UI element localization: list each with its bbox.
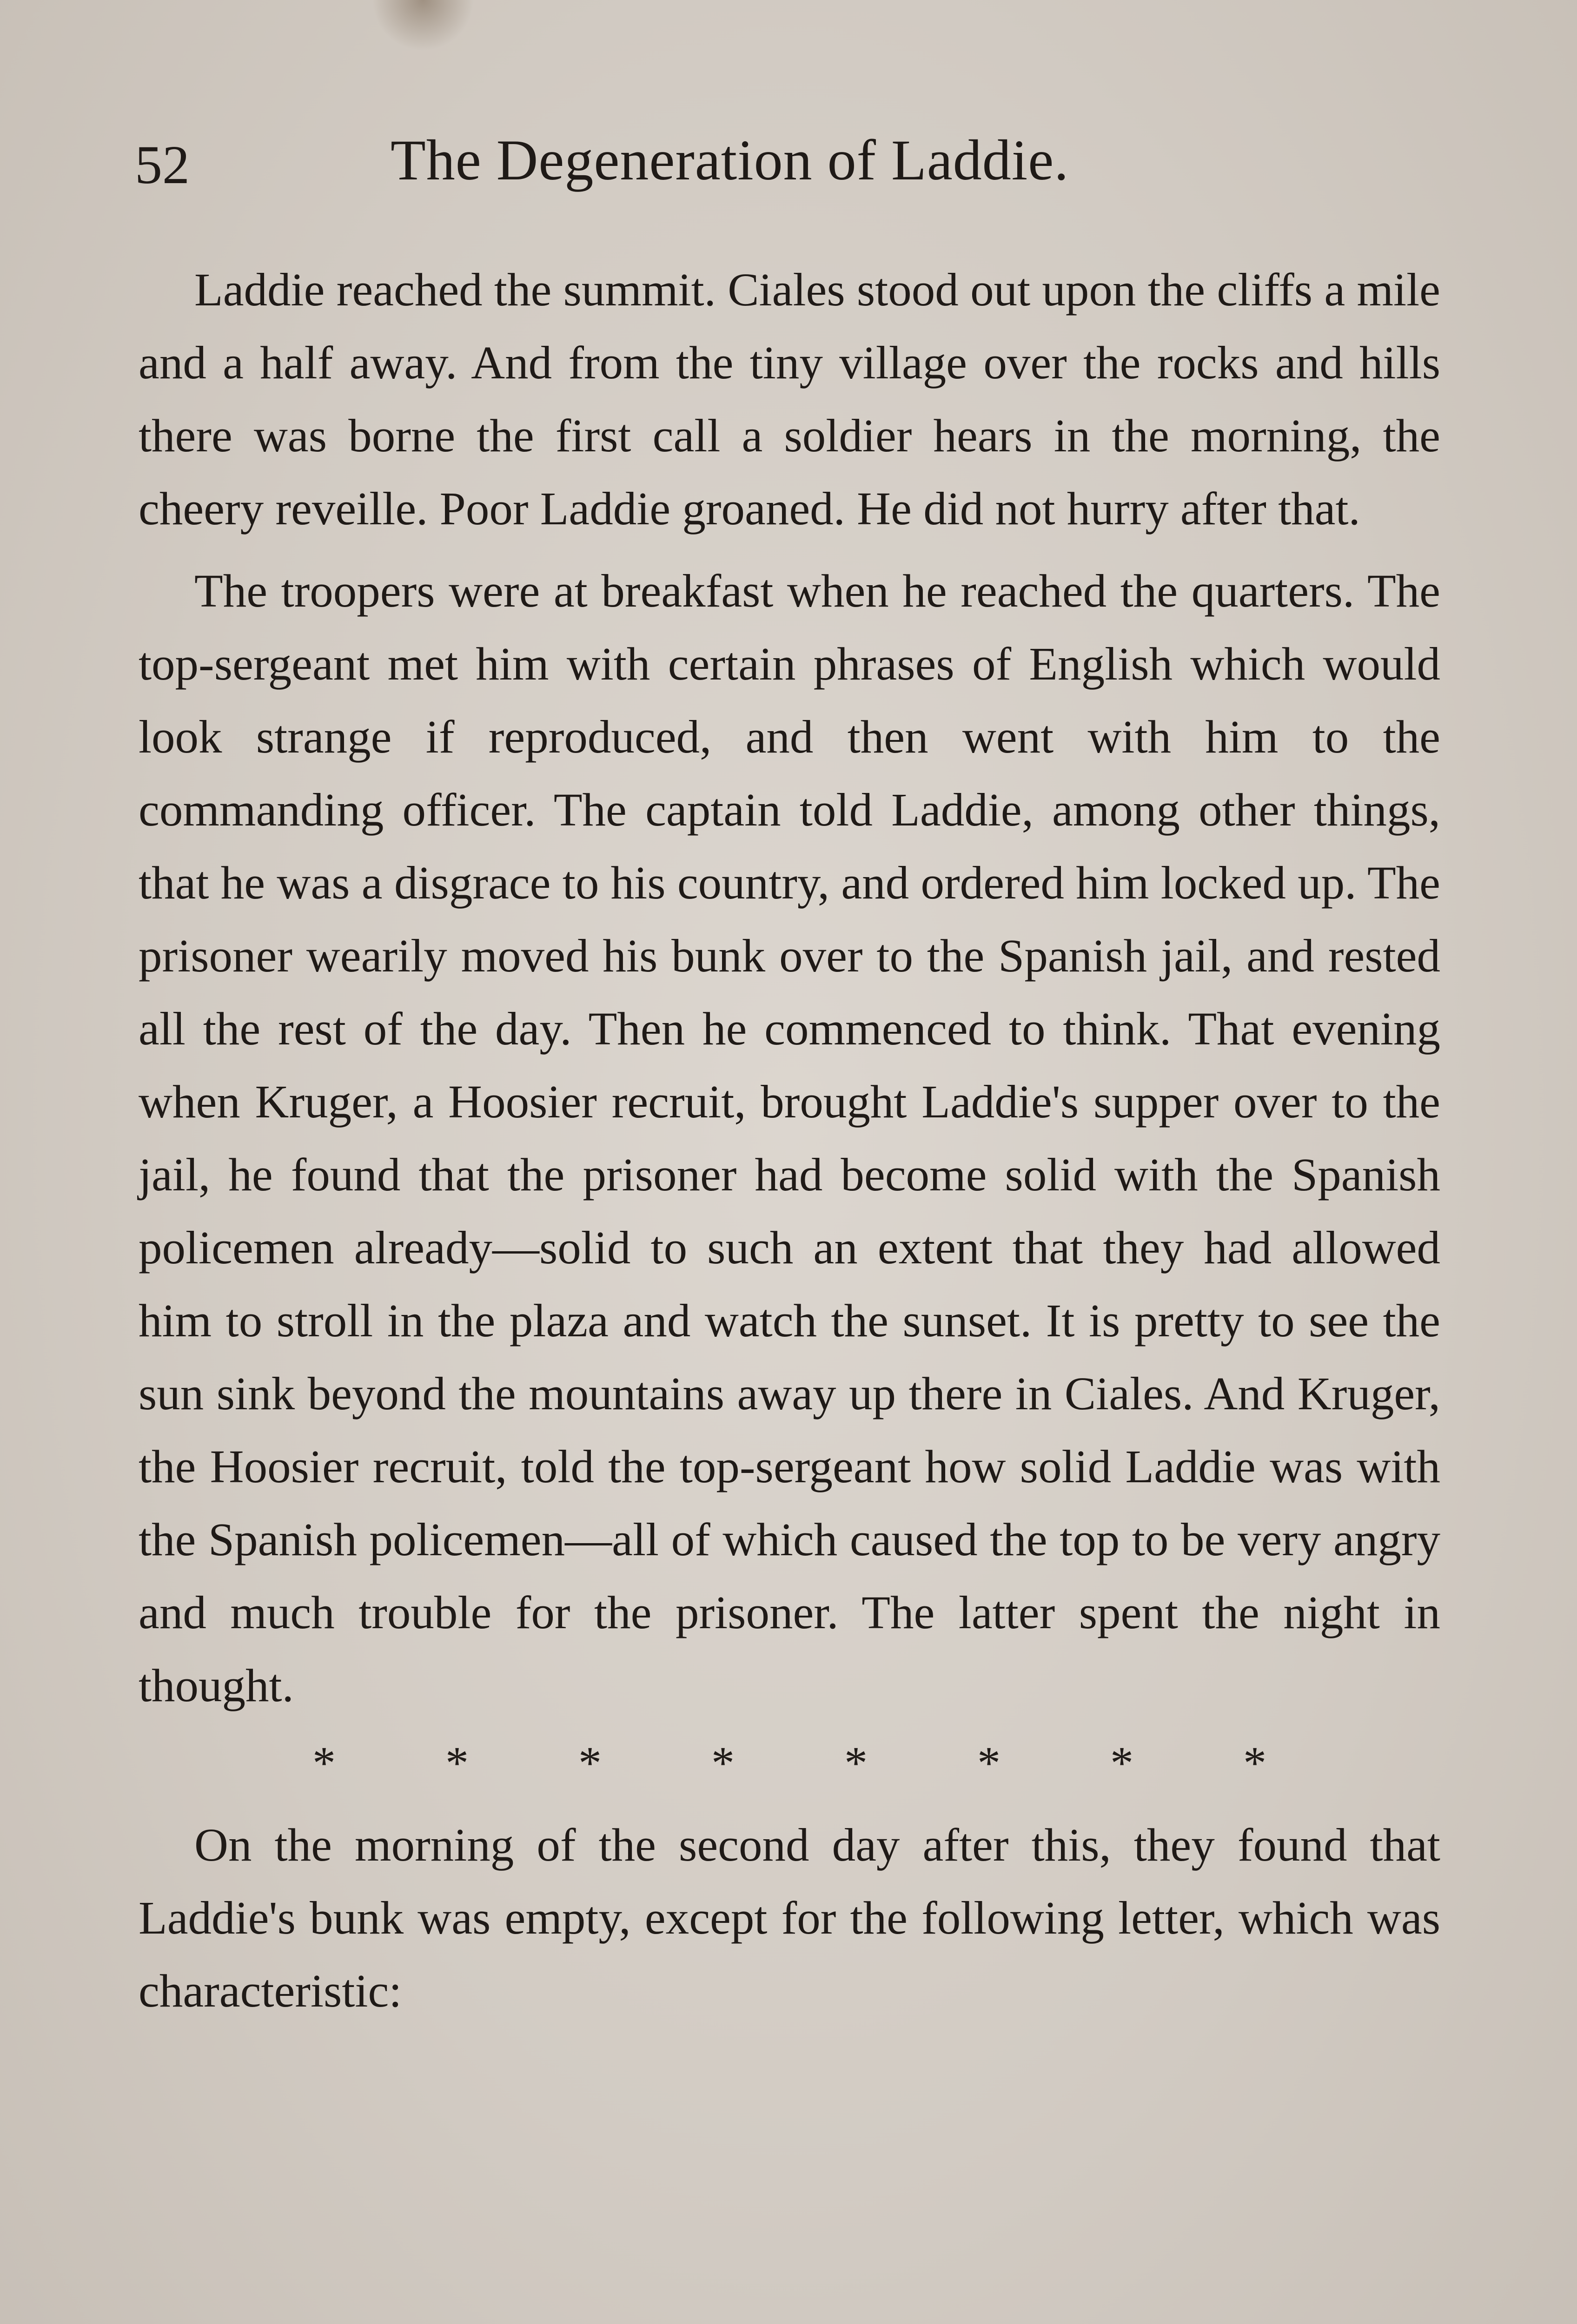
body-text: [139, 253, 1440, 2027]
asterisk: *: [312, 1737, 336, 1789]
asterisk: *: [1110, 1737, 1133, 1789]
running-head: [135, 125, 1204, 200]
asterisk: *: [977, 1737, 1001, 1789]
asterisk: *: [711, 1737, 735, 1789]
asterisk: *: [445, 1737, 469, 1789]
paragraph-1: Laddie reached the summit. Ciales stood out upon the cliffs a mile and a half away. And from the tiny village over the rocks and hills there was borne the first call a soldier hears in the morning, the cheery reveille. Poor Laddie groaned. He did not hurry after that.: [139, 264, 1440, 535]
paragraph-3: On the morning of the second day after this, they found that Laddie's bunk was empty, except for the following letter, which was characteristic:: [139, 1819, 1440, 2017]
running-title: The Degeneration of Laddie.: [391, 128, 1069, 192]
page-number: 52: [135, 134, 190, 195]
section-break: [139, 1737, 1440, 1789]
asterisk: *: [844, 1737, 868, 1789]
asterisk: *: [1243, 1737, 1266, 1789]
page-stain: [372, 0, 474, 51]
asterisk: *: [578, 1737, 602, 1789]
paragraph-2: The troopers were at breakfast when he reached the quarters. The top-sergeant met him with certain phrases of English which would look strange if reproduced, and then went with him to the commanding officer. The captain told Laddie, among other things, that he was a disgrace to his country, and ordered him locked up. The prisoner wearily moved his bunk over to the Spanish jail, and rested all the rest of the day. Then he commenced to think. That evening when Kruger, a Hoosier recruit, brought Laddie's supper over to the jail, he found that the prisoner had become solid with the Spanish policemen already—solid to such an extent that they had allowed him to stroll in the plaza and watch the sunset. It is pretty to see the sun sink beyond the mountains away up there in Ciales. And Kruger, the Hoosier recruit, told the top-sergeant how solid Laddie was with the Spanish policemen—all of which caused the top to be very angry and much trouble for the prisoner. The latter spent the night in thought.: [139, 565, 1440, 1711]
